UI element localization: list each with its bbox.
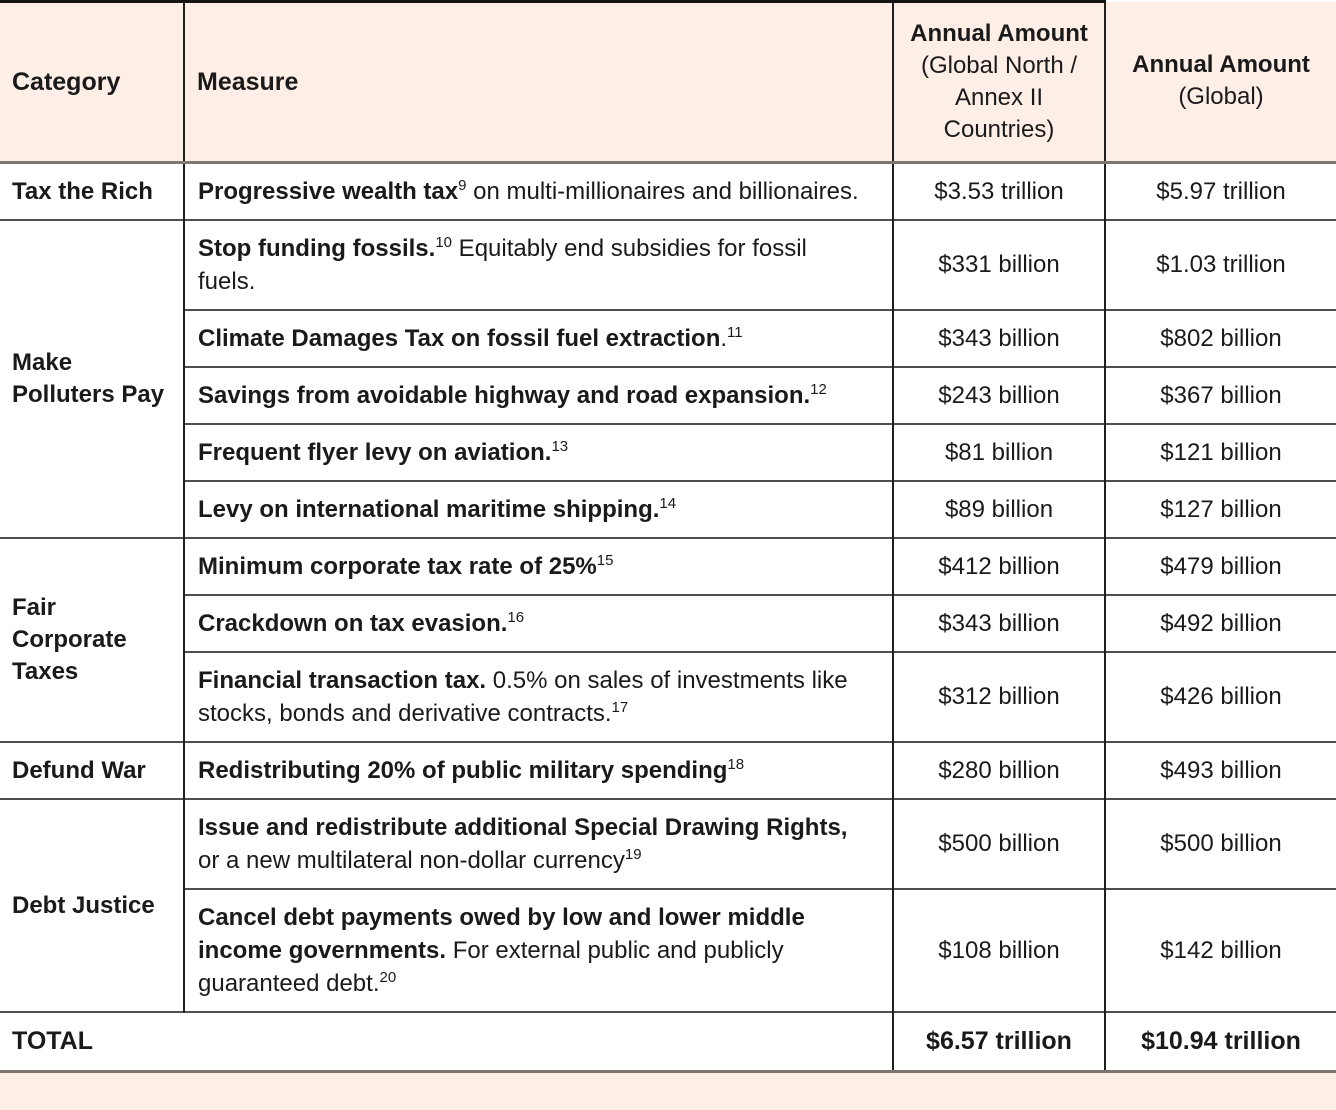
table-row [0,220,1336,310]
amount-north-cell: $343 billion [893,310,1105,367]
table-header [0,2,1336,163]
table-row [0,799,1336,889]
total-amount-north: $6.57 trillion [893,1012,1105,1072]
measure-cell [184,367,893,424]
measure-text: or a new multilateral non-dollar currency [198,847,625,874]
measure-cell [184,310,893,367]
amount-global-cell: $121 billion [1105,424,1336,481]
measure-bold-text: Financial transaction tax. [198,667,487,694]
amount-global-cell: $5.97 trillion [1105,163,1336,221]
table-row [0,163,1336,221]
header-row [0,2,1336,163]
footnote-ref: 16 [507,609,525,626]
table-row [0,481,1336,538]
measure-text: . [720,325,728,352]
amount-global-cell: $127 billion [1105,481,1336,538]
amount-global-cell: $479 billion [1105,538,1336,595]
total-label: TOTAL [0,1012,893,1072]
table-row [0,889,1336,1012]
table-footer [0,1012,1336,1072]
measure-bold-text: Frequent flyer levy on aviation. [198,439,552,466]
category-cell: Fair Corporate Taxes [0,538,184,742]
measure-cell [184,652,893,742]
amount-global-cell: $493 billion [1105,742,1336,799]
measure-bold-text: Crackdown on tax evasion. [198,610,508,637]
measure-cell [184,424,893,481]
measure-text: Equitably end subsidies for fossil fuels. [198,235,807,295]
measure-cell [184,163,893,221]
footnote-ref: 9 [458,177,467,194]
amount-global-cell: $492 billion [1105,595,1336,652]
footnote-ref: 20 [379,969,397,986]
measure-bold-text: Stop funding fossils. [198,235,436,262]
amount-global-cell: $500 billion [1105,799,1336,889]
header-cell-amount-global [1105,2,1336,163]
measure-cell [184,742,893,799]
measure-text: 0.5% on sales of investments like stocks, bonds and derivative contracts. [198,667,848,727]
amount-north-cell: $500 billion [893,799,1105,889]
amount-north-cell: $331 billion [893,220,1105,310]
header-cell-amount-north [893,2,1105,163]
category-cell: Make Polluters Pay [0,220,184,538]
header-amount-north-title: Annual Amount [910,20,1088,47]
total-row [0,1012,1336,1072]
amount-north-cell: $280 billion [893,742,1105,799]
amount-north-cell: $243 billion [893,367,1105,424]
amount-north-cell: $412 billion [893,538,1105,595]
measure-cell [184,481,893,538]
header-amount-north-subtitle: (Global North / Annex II Countries) [920,52,1078,143]
measure-bold-text: Climate Damages Tax on fossil fuel extraction [198,325,721,352]
measure-bold-text: Progressive wealth tax [198,178,459,205]
amount-north-cell: $81 billion [893,424,1105,481]
header-amount-global-subtitle: (Global) [1178,83,1264,111]
header-cell-measure: Measure [184,2,893,163]
measure-cell [184,538,893,595]
footnote-ref: 18 [727,756,745,773]
footnote-ref: 10 [435,234,453,251]
footnote-ref: 11 [727,324,743,341]
amount-north-cell: $89 billion [893,481,1105,538]
amount-global-cell: $367 billion [1105,367,1336,424]
table-row [0,424,1336,481]
footnote-ref: 14 [659,495,677,512]
table-row [0,652,1336,742]
footnote-ref: 17 [611,699,629,716]
amount-north-cell: $108 billion [893,889,1105,1012]
amount-north-cell: $312 billion [893,652,1105,742]
amount-global-cell: $802 billion [1105,310,1336,367]
amount-global-cell: $1.03 trillion [1105,220,1336,310]
amount-global-cell: $142 billion [1105,889,1336,1012]
table-row [0,742,1336,799]
total-amount-global: $10.94 trillion [1105,1012,1336,1072]
measure-text: on multi-millionaires and billionaires. [466,178,859,205]
table-row [0,538,1336,595]
amount-north-cell: $3.53 trillion [893,163,1105,221]
table-row [0,595,1336,652]
measure-bold-text: Savings from avoidable highway and road expansion. [198,382,811,409]
table-row [0,310,1336,367]
footnote-ref: 12 [810,381,827,398]
measure-bold-text: Cancel debt payments owed by low and lower middle income governments. [198,904,805,964]
footnote-ref: 15 [596,552,614,569]
measure-bold-text: Minimum corporate tax rate of 25% [198,553,597,580]
measure-cell [184,799,893,889]
category-cell: Defund War [0,742,184,799]
header-amount-global-title: Annual Amount [1132,51,1310,79]
measure-text: For external public and publicly guaranteed debt. [198,937,784,997]
table-body [0,163,1336,1013]
table-row [0,367,1336,424]
measure-bold-text: Redistributing 20% of public military spending [198,757,728,784]
category-cell: Debt Justice [0,799,184,1012]
amount-north-cell: $343 billion [893,595,1105,652]
measure-bold-text: Issue and redistribute additional Special Drawing Rights, [198,814,848,841]
measure-cell [184,220,893,310]
header-cell-category: Category [0,2,184,163]
amount-global-cell: $426 billion [1105,652,1336,742]
footnote-ref: 19 [624,846,642,863]
measure-cell [184,889,893,1012]
category-cell: Tax the Rich [0,163,184,221]
footnote-ref: 13 [551,438,569,455]
measure-bold-text: Levy on international maritime shipping. [198,496,660,523]
measure-cell [184,595,893,652]
